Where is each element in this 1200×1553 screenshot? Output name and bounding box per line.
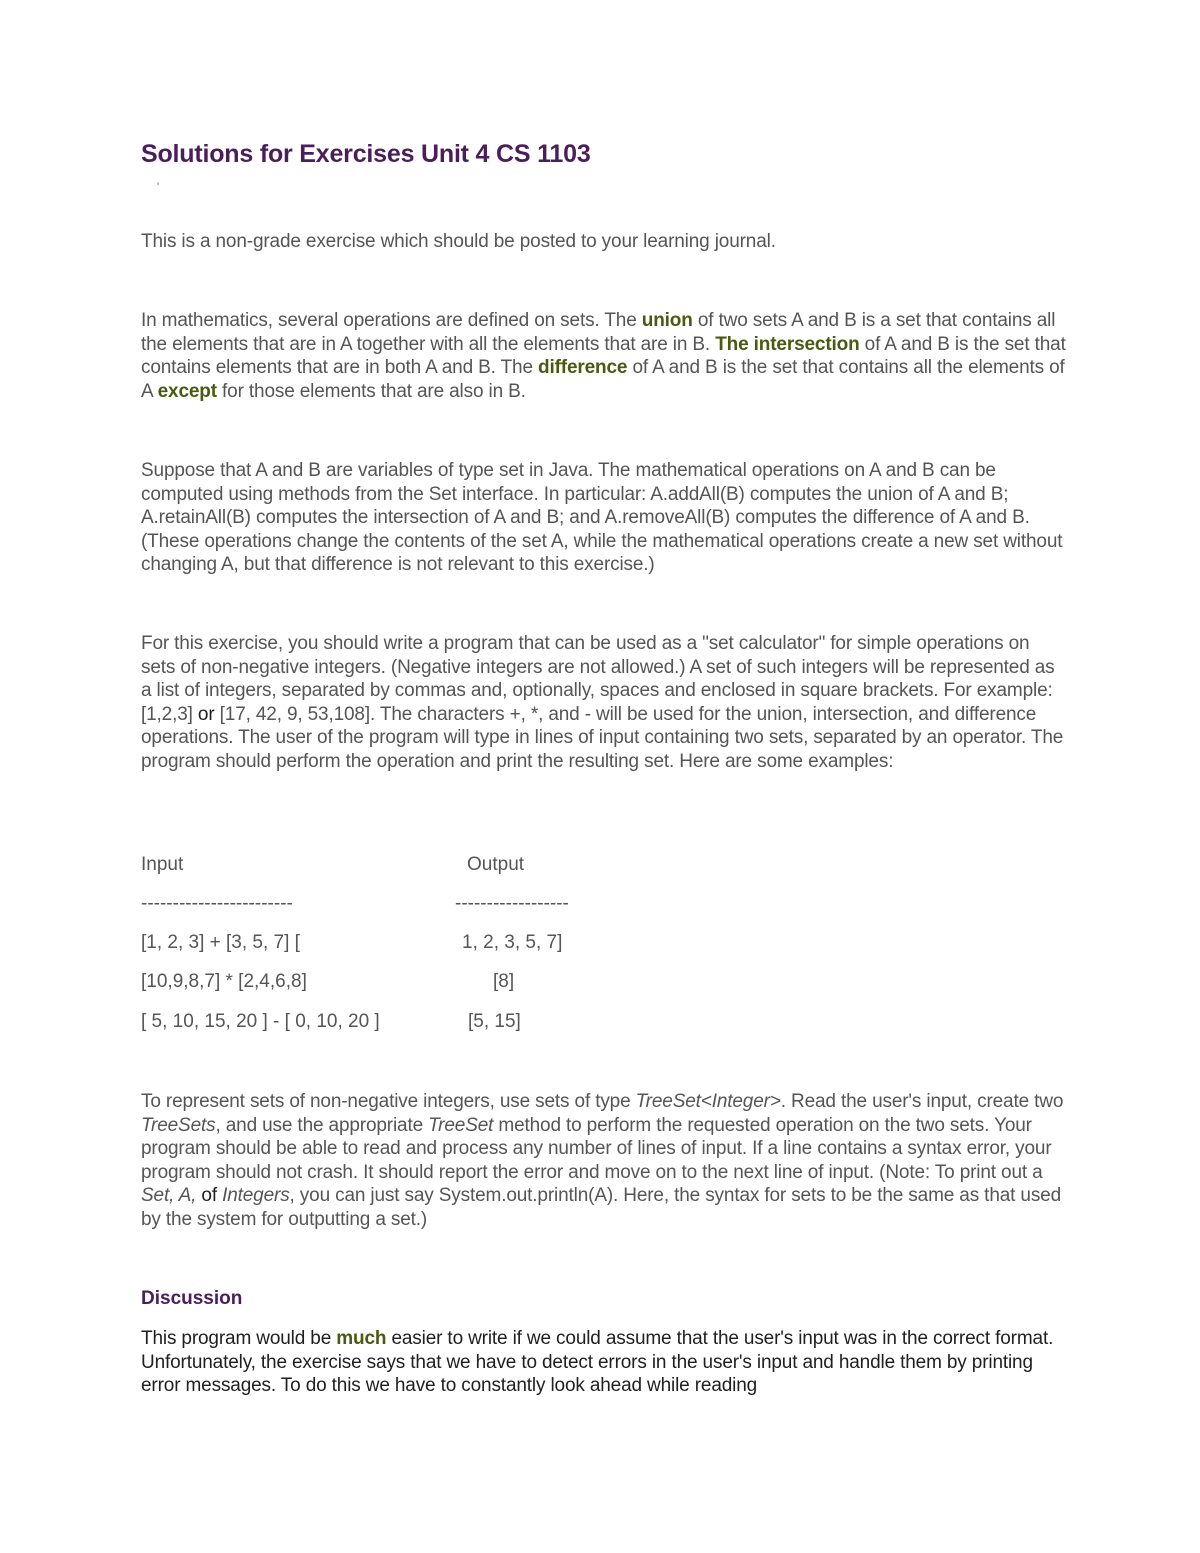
type-treeset: TreeSet: [428, 1114, 494, 1136]
stray-tick-mark: ': [157, 181, 160, 193]
table-header-row: [141, 854, 1066, 878]
text-run: For this exercise, you should write a program that can be used as a "set calculator" for simple operations on sets of non-negative integers. (Negative integers are not allowed.) A set of such integers will be represented as a list of integers, separated by commas and, optionally, spaces and enclosed in square brackets. For example: [1,2,3]: [141, 633, 1055, 725]
header-input: Input: [141, 854, 184, 875]
rule-output: ------------------: [455, 893, 569, 914]
page-title: Solutions for Exercises Unit 4 CS 1103: [141, 140, 591, 168]
row-output: 1, 2, 3, 5, 7]: [462, 932, 563, 953]
text-run: method to perform the requested operation on the two sets. Your program should be able to read and process any number of lines of input. If a line contains a syntax error, your program should not crash. It should report the error and move on to the next line of input. (Note: To print out a: [141, 1114, 1052, 1183]
header-output: Output: [467, 854, 525, 875]
exercise-description-paragraph: [141, 632, 1066, 774]
discussion-heading: Discussion: [141, 1288, 243, 1309]
text-run: , and use the appropriate: [215, 1114, 429, 1136]
row-input: [10,9,8,7] * [2,4,6,8]: [141, 971, 307, 992]
row-input: [1, 2, 3] + [3, 5, 7] [: [141, 932, 300, 953]
text-run: This program would be: [141, 1328, 337, 1349]
sets-definition-paragraph: [141, 309, 1066, 403]
rule-input: ------------------------: [141, 893, 293, 914]
term-intersection: The intersection: [715, 333, 860, 355]
text-run: easier to write if we could assume that the user's input was in the correct format. Unfortunately, the exercise says that we have to detect errors in the user's input and handle them by printing error messages. To do this we have to constantly look ahead while reading: [141, 1328, 1054, 1397]
discussion-paragraph: [141, 1327, 1066, 1398]
table-row: [141, 971, 1066, 995]
table-row: [141, 1011, 1066, 1035]
text-run: of A and B is the set that contains elements that are in both A and B. The: [141, 333, 1066, 379]
intro-paragraph: This is a non-grade exercise which should be posted to your learning journal.: [141, 231, 776, 252]
word-or: or: [197, 703, 215, 725]
text-run: , you can just say System.out.println(A). Here, the syntax for sets to be the same as that used by the system for outputting a set.): [141, 1185, 1062, 1230]
term-set-a: Set, A,: [141, 1185, 197, 1207]
term-union: union: [641, 310, 693, 331]
term-except: except: [157, 380, 217, 402]
text-run: In mathematics, several operations are defined on sets. The: [141, 310, 642, 331]
row-input: [ 5, 10, 15, 20 ] - [ 0, 10, 20 ]: [141, 1011, 380, 1032]
java-sets-paragraph: Suppose that A and B are variables of type set in Java. The mathematical operations on A and B can be computed using methods from the Set interface. In particular: A.addAll(B) computes the union of A and B; A.retainAll(B) computes the intersection of A and B; and A.removeAll(B) computes the difference of A and B. (These operations change the contents of the set A, while the mathematical operations create a new set without changing A, but that difference is not relevant to this exercise.): [141, 460, 1063, 576]
row-output: [8]: [493, 971, 515, 992]
text-run: of A and B is the set that contains all the elements of A: [141, 357, 1065, 402]
table-rule-row: [141, 893, 1066, 917]
text-run: To represent sets of non-negative integers, use sets of type: [141, 1091, 636, 1112]
row-output: [5, 15]: [468, 1011, 521, 1032]
term-difference: difference: [538, 357, 628, 379]
type-treeset-integer: TreeSet<Integer>: [635, 1091, 781, 1112]
type-treesets: TreeSets: [141, 1114, 216, 1136]
table-row: [141, 932, 1066, 956]
text-run: . Read the user's input, create two: [780, 1091, 1064, 1112]
text-run: for those elements that are also in B.: [216, 380, 526, 402]
term-integers: Integers: [222, 1185, 290, 1207]
text-run: of two sets A and B is a set that contains all the elements that are in A together with all the elements that are in B.: [141, 310, 1056, 355]
treeset-paragraph: [141, 1090, 1066, 1232]
term-much: much: [336, 1328, 387, 1349]
text-run: of: [196, 1185, 223, 1207]
text-run: [17, 42, 9, 53,108]. The characters +, *, and - will be used for the union, intersection, and difference operations. The user of the program will type in lines of input containing two sets, separated by an operator. The program should perform the operation and print the resulting set. Here are some examples:: [141, 703, 1064, 772]
